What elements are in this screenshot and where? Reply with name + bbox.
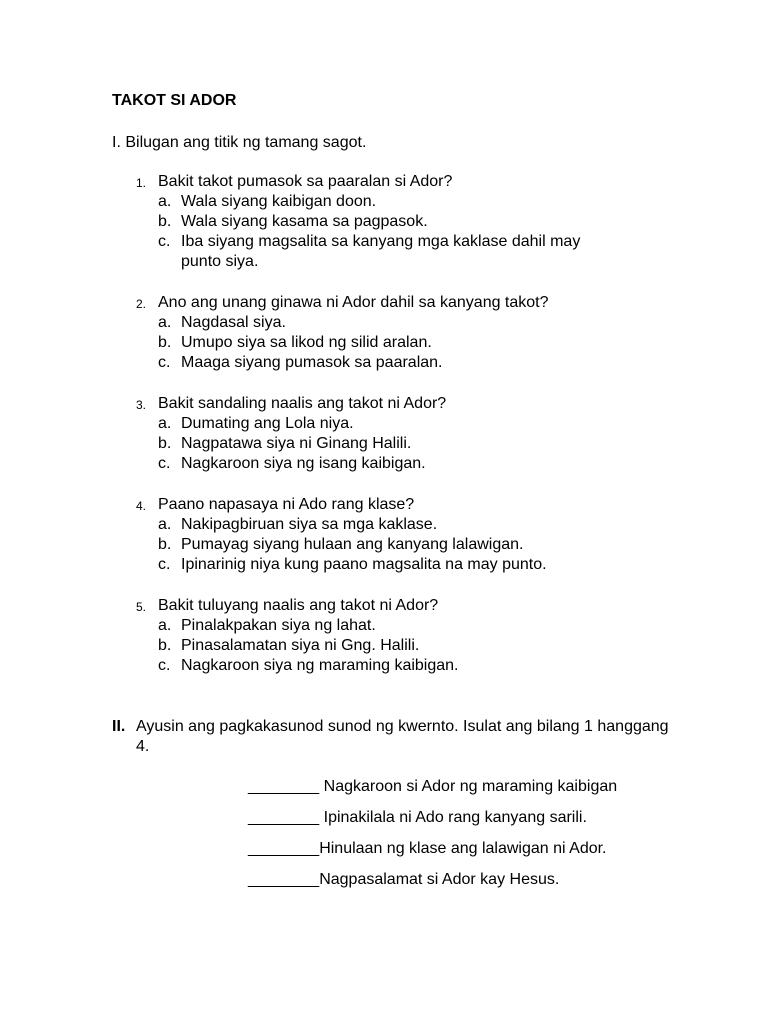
- worksheet-title: TAKOT SI ADOR: [112, 92, 237, 109]
- question-text: Paano napasaya ni Ado rang klase?: [158, 496, 415, 513]
- question-number: 1.: [136, 176, 147, 190]
- choice-text: Nakipagbiruan siya sa mga kaklase.: [181, 516, 438, 533]
- choice-text: Nagdasal siya.: [181, 314, 286, 331]
- choice-b: [136, 434, 696, 454]
- choice-text: Wala siyang kaibigan doon.: [181, 193, 377, 210]
- question-4: [136, 495, 696, 575]
- choice-c: [136, 353, 696, 373]
- sequence-item-1: ________ Nagkaroon si Ador ng maraming kaibigan: [248, 778, 618, 795]
- question-1: [136, 172, 696, 272]
- sequence-item-3: ________Hinulaan ng klase ang lalawigan ni Ador.: [248, 840, 607, 857]
- choice-a: [136, 313, 696, 333]
- choice-text: Umupo siya sa likod ng silid aralan.: [181, 334, 432, 351]
- part2-instruction: [112, 717, 672, 757]
- choice-text: Ipinarinig niya kung paano magsalita na may punto.: [181, 556, 547, 573]
- choice-text: Pinalakpakan siya ng lahat.: [181, 617, 376, 634]
- choice-a: [136, 414, 696, 434]
- part1-heading: I. Bilugan ang titik ng tamang sagot.: [112, 134, 367, 151]
- choice-letter: b.: [158, 334, 172, 351]
- choice-a: [136, 616, 696, 636]
- choice-letter: a.: [158, 415, 172, 432]
- choice-letter: c.: [158, 556, 171, 573]
- choice-b: [136, 636, 696, 656]
- choice-c: [136, 656, 696, 676]
- choice-letter: b.: [158, 213, 172, 230]
- choice-letter: c.: [158, 354, 171, 371]
- choice-letter: a.: [158, 516, 172, 533]
- choice-c: [136, 555, 696, 575]
- question-text: Bakit tuluyang naalis ang takot ni Ador?: [158, 597, 439, 614]
- question-number: 4.: [136, 499, 147, 513]
- question-2: [136, 293, 696, 373]
- question-number: 2.: [136, 297, 147, 311]
- choice-text: Dumating ang Lola niya.: [181, 415, 354, 432]
- choice-text: Pinasalamatan siya ni Gng. Halili.: [181, 637, 420, 654]
- choice-letter: a.: [158, 314, 172, 331]
- choice-letter: b.: [158, 637, 172, 654]
- choice-c: [136, 232, 696, 272]
- part2-number: II.: [112, 718, 126, 735]
- choice-text: Nagpatawa siya ni Ginang Halili.: [181, 435, 412, 452]
- choice-b: [136, 212, 696, 232]
- question-number: 5.: [136, 600, 147, 614]
- question-5: [136, 596, 696, 676]
- sequence-item-4: ________Nagpasalamat si Ador kay Hesus.: [248, 871, 560, 888]
- question-text: Ano ang unang ginawa ni Ador dahil sa kanyang takot?: [158, 294, 549, 311]
- choice-text: Iba siyang magsalita sa kanyang mga kaklase dahil may punto siya.: [181, 233, 581, 270]
- sequence-item-2: ________ Ipinakilala ni Ado rang kanyang sarili.: [248, 809, 587, 826]
- choice-text: Nagkaroon siya ng maraming kaibigan.: [181, 657, 459, 674]
- question-text: Bakit sandaling naalis ang takot ni Ador?: [158, 395, 447, 412]
- choice-letter: c.: [158, 233, 171, 250]
- choice-letter: b.: [158, 536, 172, 553]
- choice-text: Wala siyang kasama sa pagpasok.: [181, 213, 428, 230]
- choice-text: Maaga siyang pumasok sa paaralan.: [181, 354, 443, 371]
- choice-letter: c.: [158, 455, 171, 472]
- question-3: [136, 394, 696, 474]
- question-number: 3.: [136, 398, 147, 412]
- choice-letter: c.: [158, 657, 171, 674]
- choice-a: [136, 192, 696, 212]
- part2-text: Ayusin ang pagkakasunod sunod ng kwernto. Isulat ang bilang 1 hanggang 4.: [136, 718, 669, 755]
- choice-letter: a.: [158, 193, 172, 210]
- choice-text: Nagkaroon siya ng isang kaibigan.: [181, 455, 426, 472]
- question-text: Bakit takot pumasok sa paaralan si Ador?: [158, 173, 453, 190]
- choice-b: [136, 535, 696, 555]
- choice-a: [136, 515, 696, 535]
- choice-letter: b.: [158, 435, 172, 452]
- choice-text: Pumayag siyang hulaan ang kanyang lalawigan.: [181, 536, 524, 553]
- choice-c: [136, 454, 696, 474]
- choice-b: [136, 333, 696, 353]
- choice-letter: a.: [158, 617, 172, 634]
